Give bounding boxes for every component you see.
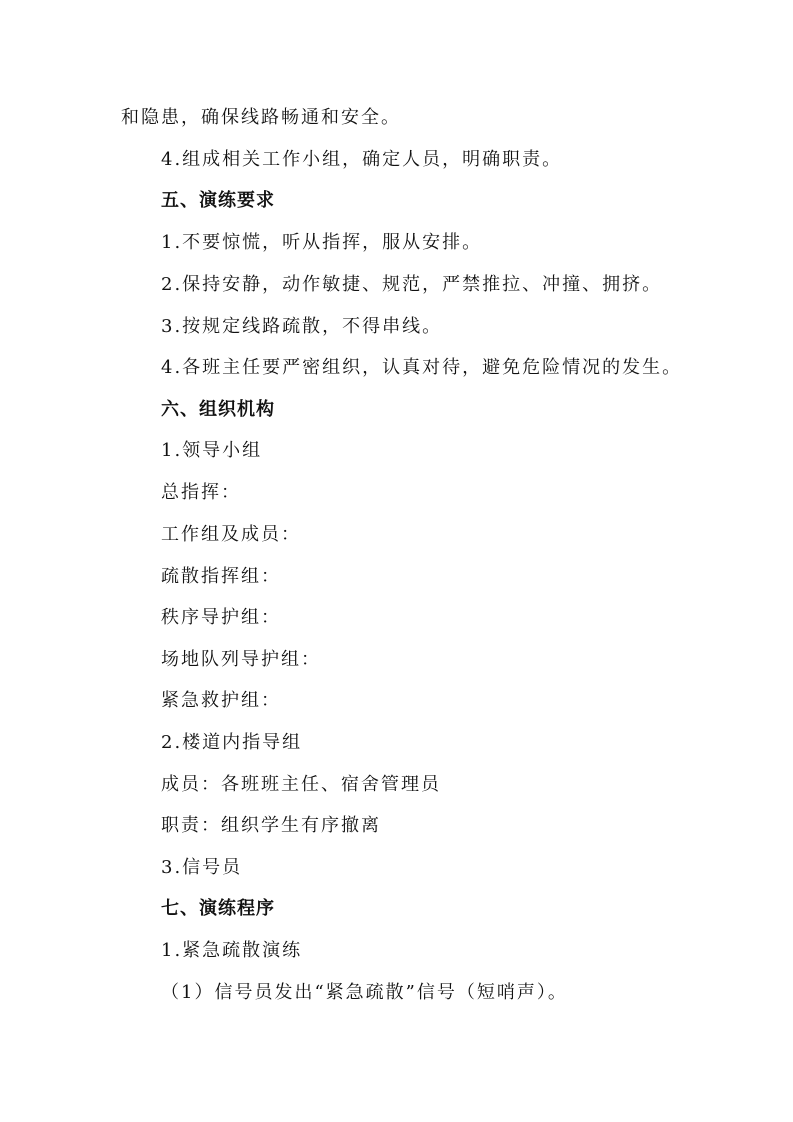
- list-item-form-team: 4.组成相关工作小组，确定人员，明确职责。: [161, 149, 563, 170]
- field-working-groups: 工作组及成员：: [161, 524, 301, 545]
- field-evacuation-command: 疏散指挥组：: [161, 566, 281, 587]
- field-field-guard: 场地队列导护组：: [161, 649, 321, 670]
- section-heading-procedure: 七、演练程序: [161, 898, 275, 919]
- list-item-signaler: 3.信号员: [161, 857, 243, 878]
- list-item-signal-step: （1）信号员发出“紧急疏散”信号（短哨声）。: [161, 982, 568, 1003]
- field-commander: 总指挥：: [161, 482, 241, 503]
- section-heading-requirements: 五、演练要求: [161, 190, 275, 211]
- field-emergency-rescue: 紧急救护组：: [161, 690, 281, 711]
- list-item-evacuation-drill: 1.紧急疏散演练: [161, 940, 303, 961]
- list-item-no-panic: 1.不要惊慌，听从指挥，服从安排。: [161, 232, 483, 253]
- list-item-follow-route: 3.按规定线路疏散，不得串线。: [161, 316, 443, 337]
- field-order-guard: 秩序导护组：: [161, 607, 281, 628]
- field-members: 成员：各班班主任、宿舍管理员: [161, 774, 441, 795]
- list-item-corridor-group: 2.楼道内指导组: [161, 732, 303, 753]
- list-item-leadership-group: 1.领导小组: [161, 440, 263, 461]
- paragraph-continuation: 和隐患，确保线路畅通和安全。: [121, 107, 401, 128]
- field-duties: 职责：组织学生有序撤离: [161, 815, 381, 836]
- section-heading-organization: 六、组织机构: [161, 399, 275, 420]
- list-item-keep-quiet: 2.保持安静，动作敏捷、规范，严禁推拉、冲撞、拥挤。: [161, 274, 663, 295]
- list-item-teacher-organize: 4.各班主任要严密组织，认真对待，避免危险情况的发生。: [161, 357, 683, 378]
